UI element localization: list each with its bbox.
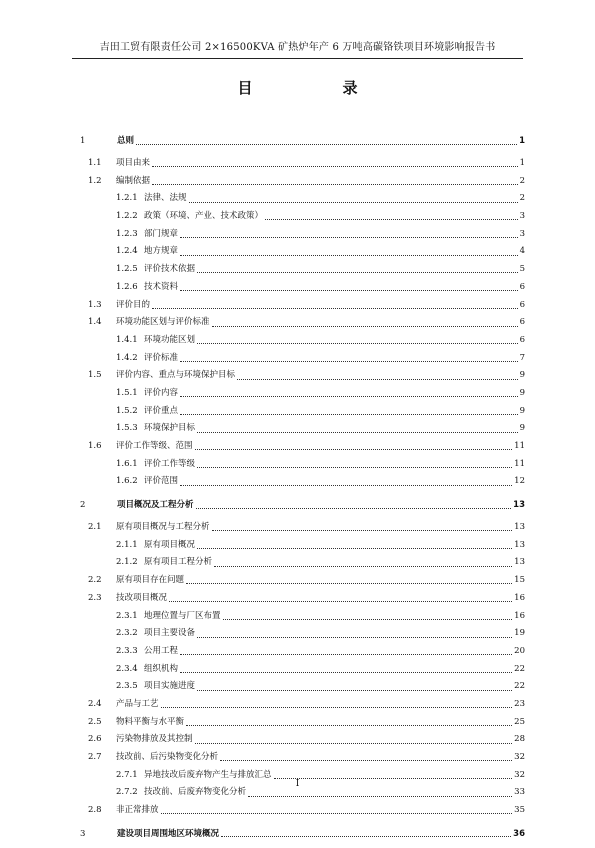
dot-leader	[221, 836, 511, 837]
dot-leader	[212, 326, 518, 327]
toc-entry-page: 3	[519, 211, 525, 222]
toc-entry[interactable]	[80, 643, 525, 661]
toc-entry-title: 异地技改后废弃物产生与排放汇总	[144, 769, 272, 780]
toc-entry[interactable]	[80, 749, 525, 767]
dot-leader	[197, 467, 512, 468]
toc-entry-page: 1	[519, 136, 525, 146]
dot-leader	[197, 690, 512, 691]
toc-entry-title: 评价内容	[144, 387, 179, 398]
toc-entry-page: 5	[519, 264, 525, 275]
toc-entry[interactable]	[80, 385, 525, 403]
toc-entry-page: 1	[519, 158, 525, 168]
dot-leader	[161, 813, 513, 814]
toc-entry-page: 11	[514, 441, 525, 451]
toc-entry-title: 技改前、后废弃物变化分析	[144, 787, 247, 798]
toc-entry[interactable]	[80, 820, 525, 848]
toc-entry-page: 9	[519, 370, 525, 381]
dot-leader	[180, 396, 518, 397]
toc-entry-number: 2	[80, 500, 86, 511]
dot-leader	[220, 760, 512, 761]
running-header: 吉田工贸有限责任公司 2×16500KVA 矿热炉年产 6 万吨高碳铬铁项目环境影响报告书	[99, 42, 496, 53]
toc-entry-number: 2.2	[88, 575, 102, 586]
toc-entry[interactable]	[80, 678, 525, 696]
toc-entry-title: 项目主要设备	[144, 628, 196, 639]
toc-entry-number: 1.5	[88, 370, 102, 381]
toc-entry-title: 评价目的	[116, 299, 151, 310]
toc-entry-title: 评价标准	[144, 352, 179, 363]
toc-entry[interactable]	[80, 367, 525, 385]
toc-entry-page: 19	[514, 628, 525, 639]
toc-entry-title: 政策（环境、产业、技术政策）	[144, 211, 264, 222]
toc-entry-title: 建设项目周围地区环境概况	[117, 828, 220, 839]
toc-entry-page: 7	[519, 352, 525, 363]
toc-entry-number: 1.2.2	[116, 211, 138, 222]
dot-leader	[195, 743, 513, 744]
toc-title: 目 录	[237, 79, 378, 97]
dot-leader	[197, 272, 518, 273]
toc-entry-number: 2.3	[88, 592, 102, 603]
toc-entry-number: 2.7.1	[116, 769, 138, 780]
toc-entry[interactable]	[80, 297, 525, 315]
toc-entry-page: 23	[514, 698, 525, 709]
toc-entry[interactable]	[80, 590, 525, 608]
toc-entry-title: 评价工作等级、范围	[116, 441, 193, 451]
toc-entry-number: 1.2.6	[116, 281, 138, 292]
dot-leader	[180, 255, 518, 256]
toc-entry[interactable]	[80, 519, 525, 537]
toc-entry-number: 1.6	[88, 441, 102, 451]
dot-leader	[195, 449, 513, 450]
toc-entry[interactable]	[80, 261, 525, 279]
toc-entry[interactable]	[80, 243, 525, 261]
dot-leader	[169, 601, 512, 602]
toc-entry[interactable]	[80, 554, 525, 572]
toc-entry-title: 项目实施进度	[144, 681, 196, 692]
toc-entry-page: 36	[513, 828, 525, 839]
dot-leader	[197, 548, 512, 549]
dot-leader	[248, 796, 512, 797]
toc-entry-page: 16	[514, 610, 525, 621]
toc-entry-page: 2	[519, 193, 525, 204]
toc-entry-page: 13	[514, 557, 525, 568]
toc-entry-number: 1.4.1	[116, 334, 138, 345]
toc-entry-page: 9	[519, 423, 525, 434]
toc-entry-page: 22	[514, 681, 525, 692]
toc-entry-title: 编制依据	[116, 175, 151, 186]
toc-entry-number: 1.6.1	[116, 458, 138, 469]
toc-entry-page: 15	[514, 575, 525, 586]
toc-entry-number: 1.2.5	[116, 264, 138, 275]
toc-entry-number: 2.3.5	[116, 681, 138, 692]
toc-entry-page: 6	[519, 334, 525, 345]
toc-entry[interactable]	[80, 350, 525, 368]
toc-entry[interactable]	[80, 572, 525, 590]
toc-entry-title: 评价重点	[144, 405, 179, 416]
toc-entry-page: 13	[513, 500, 525, 511]
toc-entry-number: 2.3.3	[116, 645, 138, 656]
toc-entry[interactable]	[80, 625, 525, 643]
toc-entry[interactable]	[80, 155, 525, 173]
dot-leader	[223, 619, 513, 620]
toc-entry[interactable]	[80, 802, 525, 820]
toc-entry-title: 原有项目工程分析	[144, 557, 213, 568]
dot-leader	[186, 725, 512, 726]
toc-entry[interactable]	[80, 314, 525, 332]
toc-entry-number: 1.2.1	[116, 193, 138, 204]
toc-entry-title: 技改前、后污染物变化分析	[116, 752, 219, 762]
dot-leader	[237, 379, 518, 380]
toc-entry[interactable]	[80, 473, 525, 491]
toc-entry-title: 污染物排放及其控制	[116, 734, 193, 745]
toc-entry-page: 4	[519, 246, 525, 257]
toc-entry-title: 环境功能区划与评价标准	[116, 317, 210, 328]
dot-leader	[180, 237, 518, 238]
dot-leader	[136, 144, 517, 145]
toc-entry[interactable]	[80, 608, 525, 626]
toc-entry[interactable]	[80, 714, 525, 732]
dot-leader	[197, 637, 512, 638]
toc-entry-number: 1.3	[88, 299, 102, 310]
toc-entry-title: 技术资料	[144, 281, 179, 292]
toc-entry[interactable]	[80, 438, 525, 456]
toc-entry-number: 2.3.4	[116, 663, 138, 674]
toc-entry-number: 2.7.2	[116, 787, 138, 798]
toc-entry-page: 25	[514, 716, 525, 727]
dot-leader	[186, 583, 512, 584]
toc-entry[interactable]	[80, 332, 525, 350]
toc-entry-title: 非正常排放	[116, 805, 159, 816]
toc-entry-title: 组织机构	[144, 663, 179, 674]
toc-entry-title: 环境功能区划	[144, 334, 196, 345]
toc-entry-title: 评价范围	[144, 476, 179, 487]
dot-leader	[180, 414, 518, 415]
toc-entry-title: 原有项目概况	[144, 539, 196, 550]
toc-entry-page: 2	[519, 175, 525, 186]
toc-entry-page: 33	[514, 787, 525, 798]
toc-entry-title: 地理位置与厂区布置	[144, 610, 221, 621]
toc-entry-title: 公用工程	[144, 645, 179, 656]
toc-entry[interactable]	[80, 403, 525, 421]
toc-entry-title: 地方规章	[144, 246, 179, 257]
dot-leader	[161, 707, 513, 708]
dot-leader	[212, 530, 513, 531]
toc-entry-number: 1.6.2	[116, 476, 138, 487]
toc-entry-title: 技改项目概况	[116, 592, 168, 603]
toc-entry-number: 1.4	[88, 317, 102, 328]
toc-entry-page: 35	[514, 805, 525, 816]
dot-leader	[180, 361, 518, 362]
toc-entry-number: 2.5	[88, 716, 102, 727]
toc-entry-page: 28	[514, 734, 525, 745]
toc-entry-page: 6	[519, 281, 525, 292]
toc-entry[interactable]	[80, 279, 525, 297]
toc-entry-page: 3	[519, 228, 525, 239]
toc-entry-number: 2.3.1	[116, 610, 138, 621]
toc-entry[interactable]	[80, 190, 525, 208]
toc-entry-number: 1.5.1	[116, 387, 138, 398]
toc-entry-title: 评价内容、重点与环境保护目标	[116, 370, 236, 381]
toc-entry[interactable]	[80, 491, 525, 519]
toc-entry-page: 6	[519, 317, 525, 328]
dot-leader	[197, 432, 518, 433]
dot-leader	[197, 343, 518, 344]
toc-entry-page: 12	[514, 476, 525, 487]
toc-entry-number: 1.2	[88, 175, 102, 186]
toc-entry[interactable]	[80, 456, 525, 474]
toc-entry[interactable]	[80, 537, 525, 555]
toc-entry-number: 2.1.2	[116, 557, 138, 568]
toc-entry-title: 环境保护目标	[144, 423, 196, 434]
dot-leader	[196, 508, 512, 509]
toc-entry-title: 产品与工艺	[116, 698, 159, 709]
table-of-contents	[80, 127, 525, 848]
toc-entry[interactable]	[80, 661, 525, 679]
dot-leader	[180, 654, 512, 655]
toc-entry-number: 2.1.1	[116, 539, 138, 550]
toc-entry[interactable]	[80, 696, 525, 714]
toc-entry-number: 2.7	[88, 752, 102, 762]
page-number: I	[295, 779, 300, 789]
toc-entry-number: 2.6	[88, 734, 102, 745]
toc-entry-number: 2.3.2	[116, 628, 138, 639]
dot-leader	[152, 166, 518, 167]
dot-leader	[189, 202, 518, 203]
toc-entry-title: 评价技术依据	[144, 264, 196, 275]
header-rule	[72, 58, 523, 59]
toc-entry-title: 部门规章	[144, 228, 179, 239]
dot-leader	[265, 219, 518, 220]
dot-leader	[214, 566, 512, 567]
toc-entry-number: 2.8	[88, 805, 102, 816]
toc-entry-number: 2.1	[88, 522, 102, 533]
toc-entry-number: 1	[80, 136, 86, 146]
toc-entry-page: 13	[514, 539, 525, 550]
dot-leader	[180, 485, 512, 486]
toc-entry-number: 2.4	[88, 698, 102, 709]
toc-entry-title: 项目概况及工程分析	[117, 500, 194, 511]
toc-entry-number: 3	[80, 828, 86, 839]
toc-entry[interactable]	[80, 127, 525, 155]
toc-entry-title: 物料平衡与水平衡	[116, 716, 185, 727]
toc-entry-title: 总则	[117, 136, 135, 146]
toc-entry-title: 原有项目存在问题	[116, 575, 185, 586]
dot-leader	[152, 184, 518, 185]
toc-entry-page: 20	[514, 645, 525, 656]
toc-entry-title: 原有项目概况与工程分析	[116, 522, 210, 533]
toc-entry-number: 1.2.4	[116, 246, 138, 257]
toc-entry-page: 13	[514, 522, 525, 533]
toc-entry-page: 9	[519, 387, 525, 398]
toc-entry[interactable]	[80, 226, 525, 244]
toc-entry-page: 9	[519, 405, 525, 416]
toc-entry-page: 32	[514, 752, 525, 762]
toc-entry[interactable]	[80, 731, 525, 749]
toc-entry-number: 1.2.3	[116, 228, 138, 239]
toc-entry-number: 1.1	[88, 158, 102, 168]
toc-entry-page: 16	[514, 592, 525, 603]
dot-leader	[180, 290, 518, 291]
dot-leader	[180, 672, 512, 673]
toc-entry-page: 11	[514, 458, 525, 469]
toc-entry-title: 项目由来	[116, 158, 151, 168]
toc-entry[interactable]	[80, 420, 525, 438]
dot-leader	[152, 308, 518, 309]
toc-entry-number: 1.5.3	[116, 423, 138, 434]
toc-entry-page: 32	[514, 769, 525, 780]
toc-entry-page: 6	[519, 299, 525, 310]
toc-entry-title: 评价工作等级	[144, 458, 196, 469]
toc-entry-page: 22	[514, 663, 525, 674]
toc-entry[interactable]	[80, 208, 525, 226]
toc-entry-title: 法律、法规	[144, 193, 187, 204]
toc-entry-number: 1.4.2	[116, 352, 138, 363]
toc-entry-number: 1.5.2	[116, 405, 138, 416]
toc-entry[interactable]	[80, 173, 525, 191]
